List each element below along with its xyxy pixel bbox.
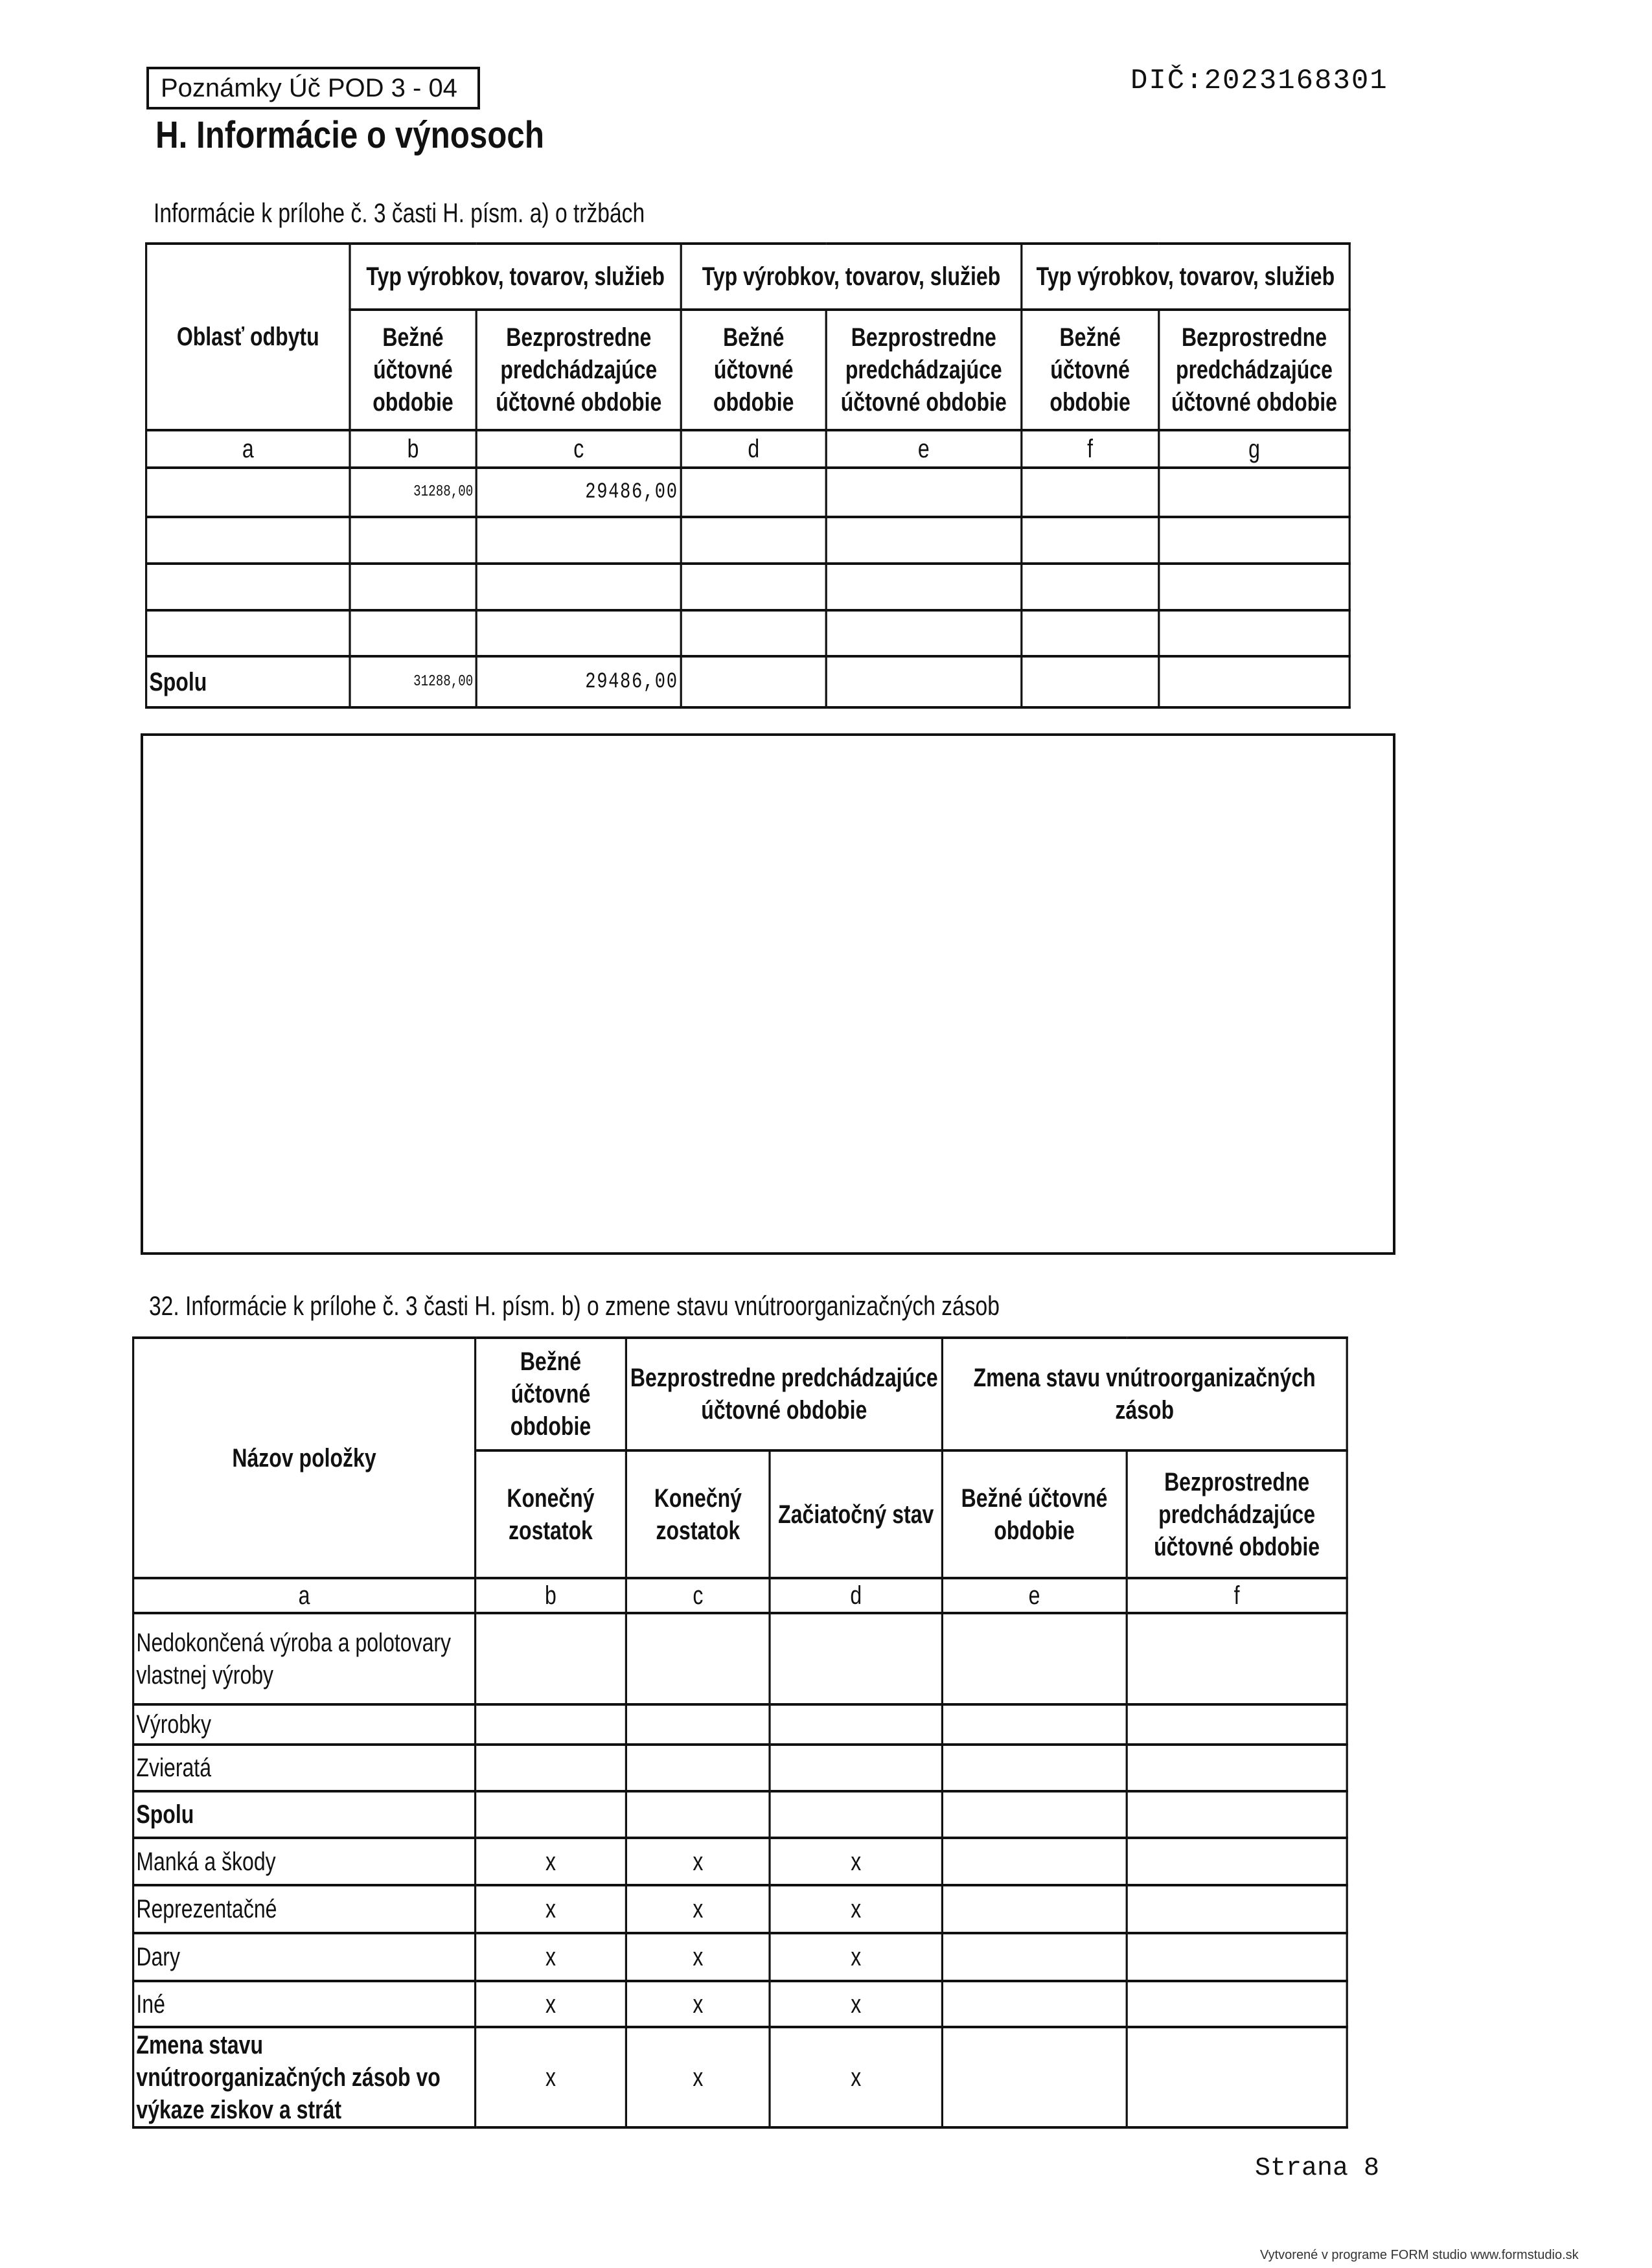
value-b: x (475, 1838, 626, 1885)
total-label: Spolu (146, 656, 350, 707)
value-c (476, 564, 681, 610)
col-letter: c (476, 430, 681, 468)
item-label: Nedokončená výroba a polotovary vlastnej výroby (133, 1613, 476, 1704)
group-header: Typ výrobkov, tovarov, služieb (350, 244, 682, 310)
value-d (681, 564, 826, 610)
item-label: Výrobky (133, 1704, 476, 1745)
current-period-header: Bežné účtovné obdobie (475, 1338, 626, 1450)
value-g (1159, 468, 1349, 517)
value-d: x (770, 1838, 942, 1885)
value-b (475, 1704, 626, 1745)
item-label: Dary (133, 1933, 476, 1981)
inventory-caption: 32. Informácie k prílohe č. 3 časti H. písm. b) o zmene stavu vnútroorganizačných zásob (149, 1290, 1000, 1321)
col-letter: b (350, 430, 476, 468)
group-header: Typ výrobkov, tovarov, služieb (1022, 244, 1350, 310)
value-f (1127, 1981, 1347, 2027)
value-c: x (626, 1838, 770, 1885)
value-c (626, 1613, 770, 1704)
value-d (770, 1613, 942, 1704)
value-c: x (626, 2027, 770, 2127)
value-d: x (770, 1933, 942, 1981)
region-cell (146, 610, 350, 656)
page-title: H. Informácie o výnosoch (155, 114, 544, 156)
value-d: x (770, 1981, 942, 2027)
form-code-box: Poznámky Úč POD 3 - 04 (146, 67, 480, 109)
table-row (146, 564, 1350, 610)
closing-balance-header: Konečný zostatok (626, 1450, 770, 1578)
value-f (1127, 1885, 1347, 1933)
value-b: x (475, 2027, 626, 2127)
item-label: Spolu (133, 1791, 476, 1838)
value-d (681, 656, 826, 707)
opening-balance-header: Začiatočný stav (770, 1450, 942, 1578)
value-c (476, 517, 681, 564)
value-g (1159, 517, 1349, 564)
value-d (681, 468, 826, 517)
value-e (942, 1933, 1127, 1981)
table-row (133, 1933, 1348, 1981)
value-b (475, 1745, 626, 1791)
current-period-header: Bežné účtovné obdobie (350, 310, 476, 430)
value-f (1022, 564, 1159, 610)
value-d (770, 1745, 942, 1791)
value-e (942, 1791, 1127, 1838)
table-row (133, 1885, 1348, 1933)
col-letter: a (146, 430, 350, 468)
previous-period-header: Bezprostredne predchádzajúce účtovné obdobie (626, 1338, 942, 1450)
value-b: 31288,00 (350, 468, 476, 517)
col-letter: b (475, 1578, 626, 1613)
value-c (626, 1704, 770, 1745)
region-cell (146, 468, 350, 517)
value-e (826, 564, 1021, 610)
table-row (133, 1613, 1348, 1704)
value-b (350, 564, 476, 610)
value-g (1159, 564, 1349, 610)
value-e (826, 610, 1021, 656)
generator-note: Vytvorené v programe FORM studio www.formstudio.sk (1260, 2248, 1579, 2262)
previous-period-header: Bezprostredne predchádzajúce účtovné obdobie (1159, 310, 1349, 430)
total-row (133, 1791, 1348, 1838)
value-g (1159, 610, 1349, 656)
tax-id: DIČ:2023168301 (1130, 65, 1388, 97)
col-letter: g (1159, 430, 1349, 468)
item-label: Manká a škody (133, 1838, 476, 1885)
total-b: 31288,00 (350, 656, 476, 707)
col-letter: f (1127, 1578, 1347, 1613)
item-label: Iné (133, 1981, 476, 2027)
table-row (146, 517, 1350, 564)
table-row (133, 1704, 1348, 1745)
value-e (942, 2027, 1127, 2127)
value-f (1022, 468, 1159, 517)
region-cell (146, 564, 350, 610)
value-c (626, 1791, 770, 1838)
group-header: Typ výrobkov, tovarov, služieb (681, 244, 1021, 310)
value-f (1022, 610, 1159, 656)
table-row (146, 468, 1350, 517)
value-g (1159, 656, 1349, 707)
item-name-header: Názov položky (133, 1338, 476, 1578)
value-d (681, 517, 826, 564)
total-c: 29486,00 (476, 656, 681, 707)
table-row (146, 610, 1350, 656)
value-f (1127, 1613, 1347, 1704)
value-c (626, 1745, 770, 1791)
change-previous-header: Bezprostredne predchádzajúce účtovné obdobie (1127, 1450, 1347, 1578)
value-b (350, 517, 476, 564)
value-d (681, 610, 826, 656)
value-f (1127, 2027, 1347, 2127)
item-label: Zvieratá (133, 1745, 476, 1791)
value-f (1127, 1838, 1347, 1885)
table-row (133, 2027, 1348, 2127)
value-e (942, 1838, 1127, 1885)
value-f (1127, 1704, 1347, 1745)
value-e (942, 1613, 1127, 1704)
value-b (475, 1791, 626, 1838)
value-b: x (475, 1981, 626, 2027)
value-f (1022, 517, 1159, 564)
value-b: x (475, 1885, 626, 1933)
sales-table (145, 242, 1351, 709)
table-row (133, 1838, 1348, 1885)
col-letter: c (626, 1578, 770, 1613)
value-d (770, 1704, 942, 1745)
change-header: Zmena stavu vnútroorganizačných zásob (942, 1338, 1347, 1450)
previous-period-header: Bezprostredne predchádzajúce účtovné obdobie (476, 310, 681, 430)
previous-period-header: Bezprostredne predchádzajúce účtovné obdobie (826, 310, 1021, 430)
value-e (942, 1745, 1127, 1791)
value-c (476, 610, 681, 656)
value-c: x (626, 1981, 770, 2027)
col-letter: a (133, 1578, 476, 1613)
current-period-header: Bežné účtovné obdobie (1022, 310, 1159, 430)
table-row (133, 1745, 1348, 1791)
value-f (1127, 1745, 1347, 1791)
region-cell (146, 517, 350, 564)
change-current-header: Bežné účtovné obdobie (942, 1450, 1127, 1578)
col-letter: d (770, 1578, 942, 1613)
table-row (133, 1981, 1348, 2027)
item-label: Reprezentačné (133, 1885, 476, 1933)
value-f (1127, 1791, 1347, 1838)
col-letter: e (942, 1578, 1127, 1613)
value-b (350, 610, 476, 656)
page-number: Strana 8 (1255, 2154, 1380, 2183)
col-letter: d (681, 430, 826, 468)
sales-caption: Informácie k prílohe č. 3 časti H. písm. a) o tržbách (154, 198, 645, 228)
value-f (1127, 1933, 1347, 1981)
current-period-header: Bežné účtovné obdobie (681, 310, 826, 430)
value-e (826, 656, 1021, 707)
value-c: 29486,00 (476, 468, 681, 517)
col-letter: e (826, 430, 1021, 468)
region-header: Oblasť odbytu (146, 244, 350, 430)
value-d: x (770, 2027, 942, 2127)
inventory-table (132, 1336, 1348, 2129)
total-row (146, 656, 1350, 707)
value-e (942, 1885, 1127, 1933)
value-e (826, 468, 1021, 517)
value-d: x (770, 1885, 942, 1933)
value-b: x (475, 1933, 626, 1981)
value-f (1022, 656, 1159, 707)
value-b (475, 1613, 626, 1704)
value-e (942, 1981, 1127, 2027)
item-label: Zmena stavu vnútroorganizačných zásob vo výkaze ziskov a strát (133, 2027, 476, 2127)
closing-balance-header: Konečný zostatok (475, 1450, 626, 1578)
value-c: x (626, 1933, 770, 1981)
value-e (826, 517, 1021, 564)
value-d (770, 1791, 942, 1838)
col-letter: f (1022, 430, 1159, 468)
value-e (942, 1704, 1127, 1745)
notes-box (141, 733, 1395, 1255)
value-c: x (626, 1885, 770, 1933)
